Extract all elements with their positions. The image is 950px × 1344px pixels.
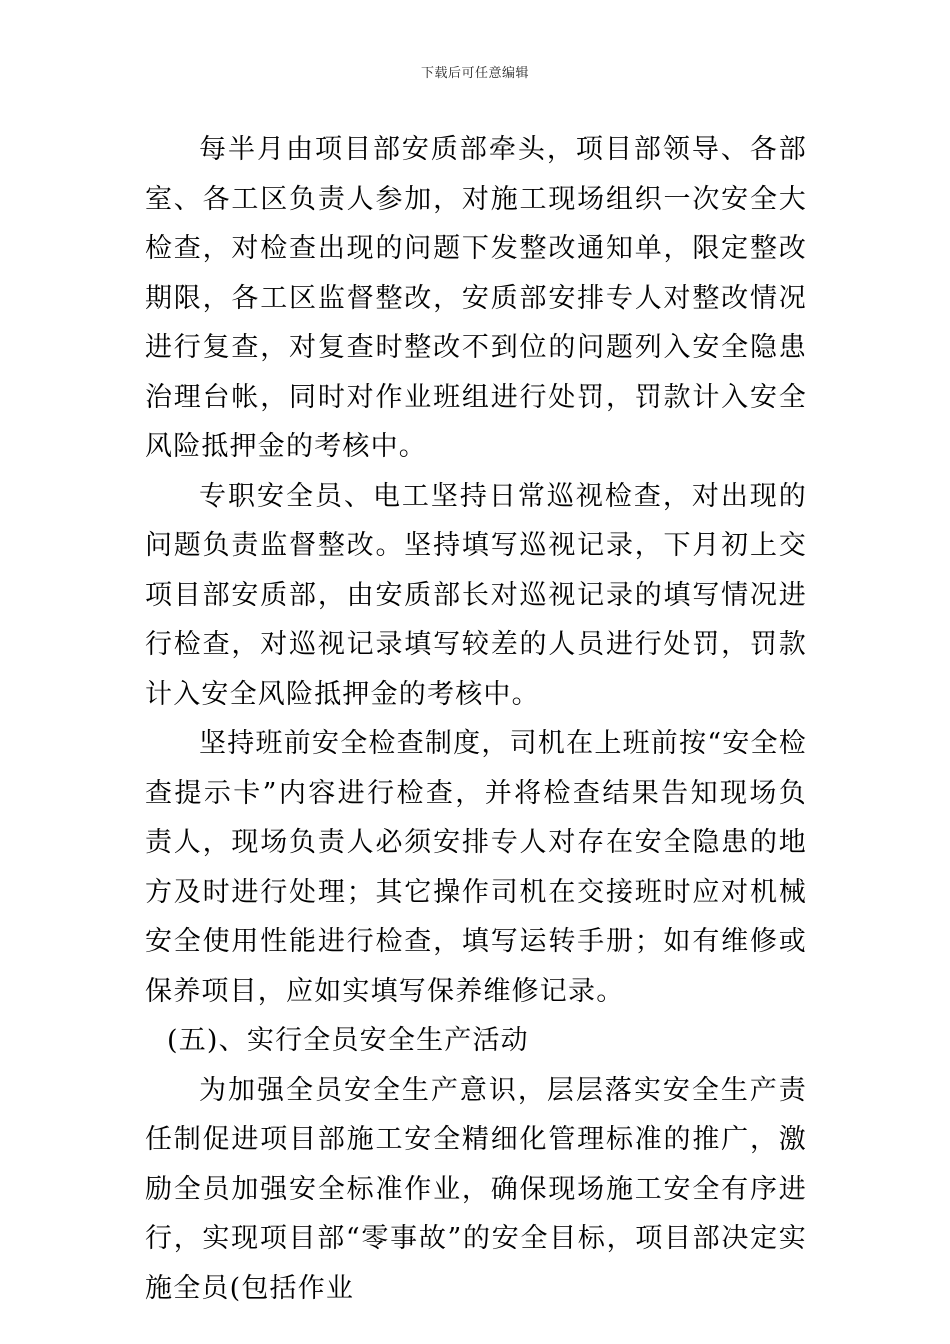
document-body (145, 125, 807, 1313)
paragraph-pre-shift-check: 坚持班前安全检查制度，司机在上班前按“安全检查提示卡”内容进行检查，并将检查结果告知现场负责人，现场负责人必须安排专人对存在安全隐患的地方及时进行处理；其它操作司机在交接班时应对机械安全使用性能进行检查，填写运转手册；如有维修或保养项目，应如实填写保养维修记录。 (145, 728, 807, 1007)
paragraph-inspection: 每半月由项目部安质部牵头，项目部领导、各部室、各工区负责人参加，对施工现场组织一次安全大检查，对检查出现的问题下发整改通知单，限定整改期限，各工区监督整改，安质部安排专人对整改情况进行复查，对复查时整改不到位的问题列入安全隐患治理台帐，同时对作业班组进行处罚，罚款计入安全风险抵押金的考核中。 (145, 134, 807, 462)
header-note: 下载后可任意编辑 (420, 66, 529, 81)
paragraph-all-staff-activity: 为加强全员安全生产意识，层层落实安全生产责任制促进项目部施工安全精细化管理标准的推广，激励全员加强安全标准作业，确保现场施工安全有序进行，实现项目部“零事故”的安全目标，项目部决定实施全员(包括作业 (145, 1074, 807, 1304)
section-heading: (五)、实行全员安全生产活动 (167, 1025, 529, 1056)
paragraph-patrol: 专职安全员、电工坚持日常巡视检查，对出现的问题负责监督整改。坚持填写巡视记录，下月初上交项目部安质部，由安质部长对巡视记录的填写情况进行检查，对巡视记录填写较差的人员进行处罚，罚款计入安全风险抵押金的考核中。 (145, 480, 807, 710)
